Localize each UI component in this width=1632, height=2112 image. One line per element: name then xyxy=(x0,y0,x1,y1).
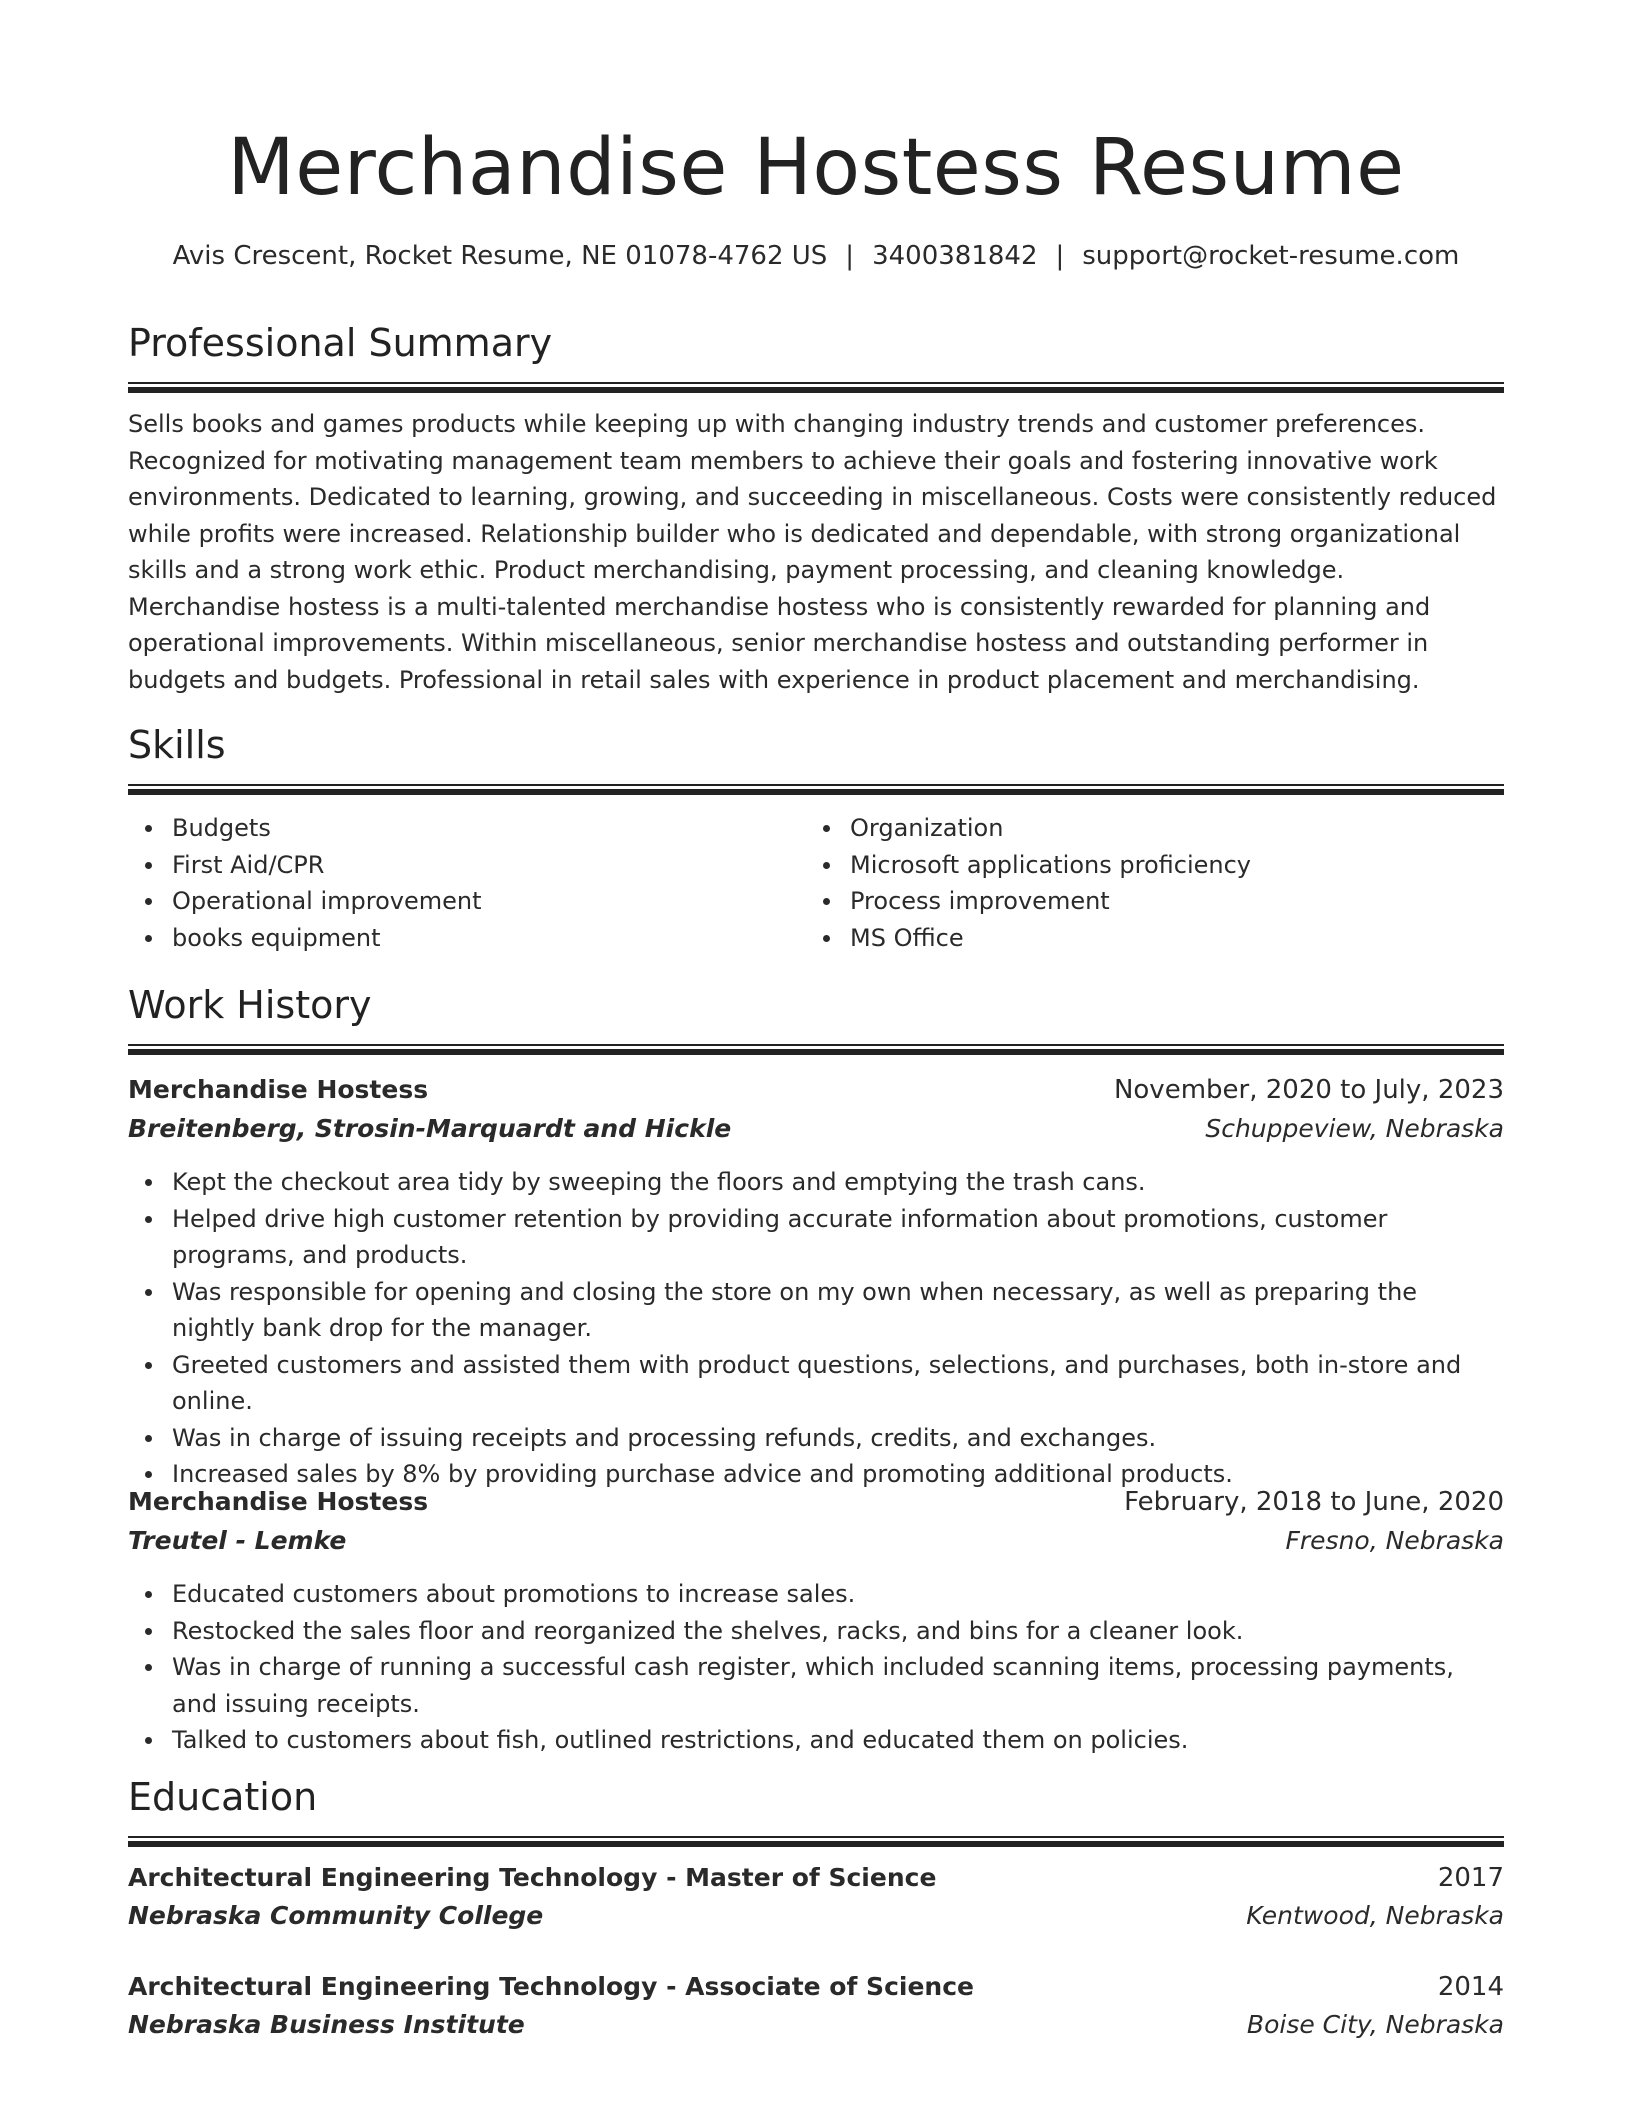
job-bullet: Helped drive high customer retention by providing accurate information about promotions, customer programs, and products. xyxy=(128,1201,1504,1274)
skill-item: Process improvement xyxy=(806,883,1484,920)
skill-item: Operational improvement xyxy=(128,883,806,920)
job-title: Merchandise Hostess xyxy=(128,1487,429,1516)
contact-phone: 3400381842 xyxy=(872,241,1038,271)
job-bullet: Greeted customers and assisted them with product questions, selections, and purchases, both in-store and online. xyxy=(128,1347,1504,1420)
contact-line xyxy=(128,238,1504,274)
job-bullet: Educated customers about promotions to increase sales. xyxy=(128,1576,1504,1613)
skills-column-left xyxy=(128,810,806,956)
summary-text: Sells books and games products while keeping up with changing industry trends and customer preferences. Recognized for motivating management team members to achieve their goals and fostering innovative work environments. Dedicated to learning, growing, and succeeding in miscellaneous. Costs were consistently reduced while profits were increased. Relationship builder who is dedicated and dependable, with strong organizational skills and a strong work ethic. Product merchandising, payment processing, and cleaning knowledge. Merchandise hostess is a multi-talented merchandise hostess who is consistently rewarded for planning and operational improvements. Within miscellaneous, senior merchandise hostess and outstanding performer in budgets and budgets. Professional in retail sales with experience in product placement and merchandising. xyxy=(128,410,1497,694)
job-bullets xyxy=(128,1576,1504,1759)
skill-item: books equipment xyxy=(128,920,806,957)
skill-item: Microsoft applications proficiency xyxy=(806,847,1484,884)
resume-title: Merchandise Hostess Resume xyxy=(227,123,1405,213)
job-bullet: Kept the checkout area tidy by sweeping the floors and emptying the trash cans. xyxy=(128,1164,1504,1201)
skill-item: Budgets xyxy=(128,810,806,847)
education-school xyxy=(128,2007,1504,2043)
job-location: Schuppeview, Nebraska xyxy=(1205,1114,1504,1143)
contact-email: support@rocket-resume.com xyxy=(1082,241,1460,271)
school-location: Boise City, Nebraska xyxy=(1246,2010,1504,2039)
school-name: Nebraska Business Institute xyxy=(128,2010,525,2039)
job-bullet: Was in charge of issuing receipts and processing refunds, credits, and exchanges. xyxy=(128,1420,1504,1457)
graduation-year: 2017 xyxy=(1437,1863,1504,1893)
job-header xyxy=(128,1484,1504,1520)
school-name: Nebraska Community College xyxy=(128,1901,544,1930)
section-heading-education: Education xyxy=(128,1775,318,1819)
skill-item: MS Office xyxy=(806,920,1484,957)
skill-item: Organization xyxy=(806,810,1484,847)
job-employer xyxy=(128,1523,1504,1559)
education-section-header xyxy=(128,1772,1504,1847)
job-bullet: Restocked the sales floor and reorganized the shelves, racks, and bins for a cleaner look. xyxy=(128,1613,1504,1650)
section-divider xyxy=(128,784,1504,795)
job-bullets xyxy=(128,1164,1504,1493)
company-name: Treutel - Lemke xyxy=(128,1526,347,1555)
skill-item: First Aid/CPR xyxy=(128,847,806,884)
education-header xyxy=(128,1860,1504,1896)
school-location: Kentwood, Nebraska xyxy=(1246,1901,1504,1930)
contact-separator: | xyxy=(845,241,855,271)
degree-name: Architectural Engineering Technology - Associate of Science xyxy=(128,1972,974,2001)
education-header xyxy=(128,1969,1504,2005)
job-employer xyxy=(128,1111,1504,1147)
job-dates: November, 2020 to July, 2023 xyxy=(1113,1075,1504,1105)
section-heading-skills: Skills xyxy=(128,723,226,767)
section-divider xyxy=(128,1044,1504,1055)
education-school xyxy=(128,1898,1504,1934)
skills-section-header xyxy=(128,720,1504,795)
section-heading-work: Work History xyxy=(128,983,372,1027)
job-header xyxy=(128,1072,1504,1108)
skills-list xyxy=(128,810,1504,956)
job-bullet: Was responsible for opening and closing the store on my own when necessary, as well as preparing the nightly bank drop for the manager. xyxy=(128,1274,1504,1347)
work-section-header xyxy=(128,980,1504,1055)
company-name: Breitenberg, Strosin-Marquardt and Hickle xyxy=(128,1114,732,1143)
summary-section-header xyxy=(128,318,1504,393)
degree-name: Architectural Engineering Technology - Master of Science xyxy=(128,1863,937,1892)
contact-separator: | xyxy=(1055,241,1065,271)
graduation-year: 2014 xyxy=(1437,1972,1504,2002)
job-bullet: Was in charge of running a successful cash register, which included scanning items, processing payments, and issuing receipts. xyxy=(128,1649,1504,1722)
job-dates: February, 2018 to June, 2020 xyxy=(1124,1487,1504,1517)
job-title: Merchandise Hostess xyxy=(128,1075,429,1104)
skills-column-right xyxy=(806,810,1484,956)
section-heading-summary: Professional Summary xyxy=(128,321,553,365)
section-divider xyxy=(128,382,1504,393)
job-location: Fresno, Nebraska xyxy=(1285,1526,1504,1555)
section-divider xyxy=(128,1836,1504,1847)
job-bullet: Increased sales by 8% by providing purchase advice and promoting additional products. xyxy=(128,1456,1504,1493)
contact-address: Avis Crescent, Rocket Resume, NE 01078-4762 US xyxy=(172,241,828,271)
job-bullet: Talked to customers about fish, outlined restrictions, and educated them on policies. xyxy=(128,1722,1504,1759)
